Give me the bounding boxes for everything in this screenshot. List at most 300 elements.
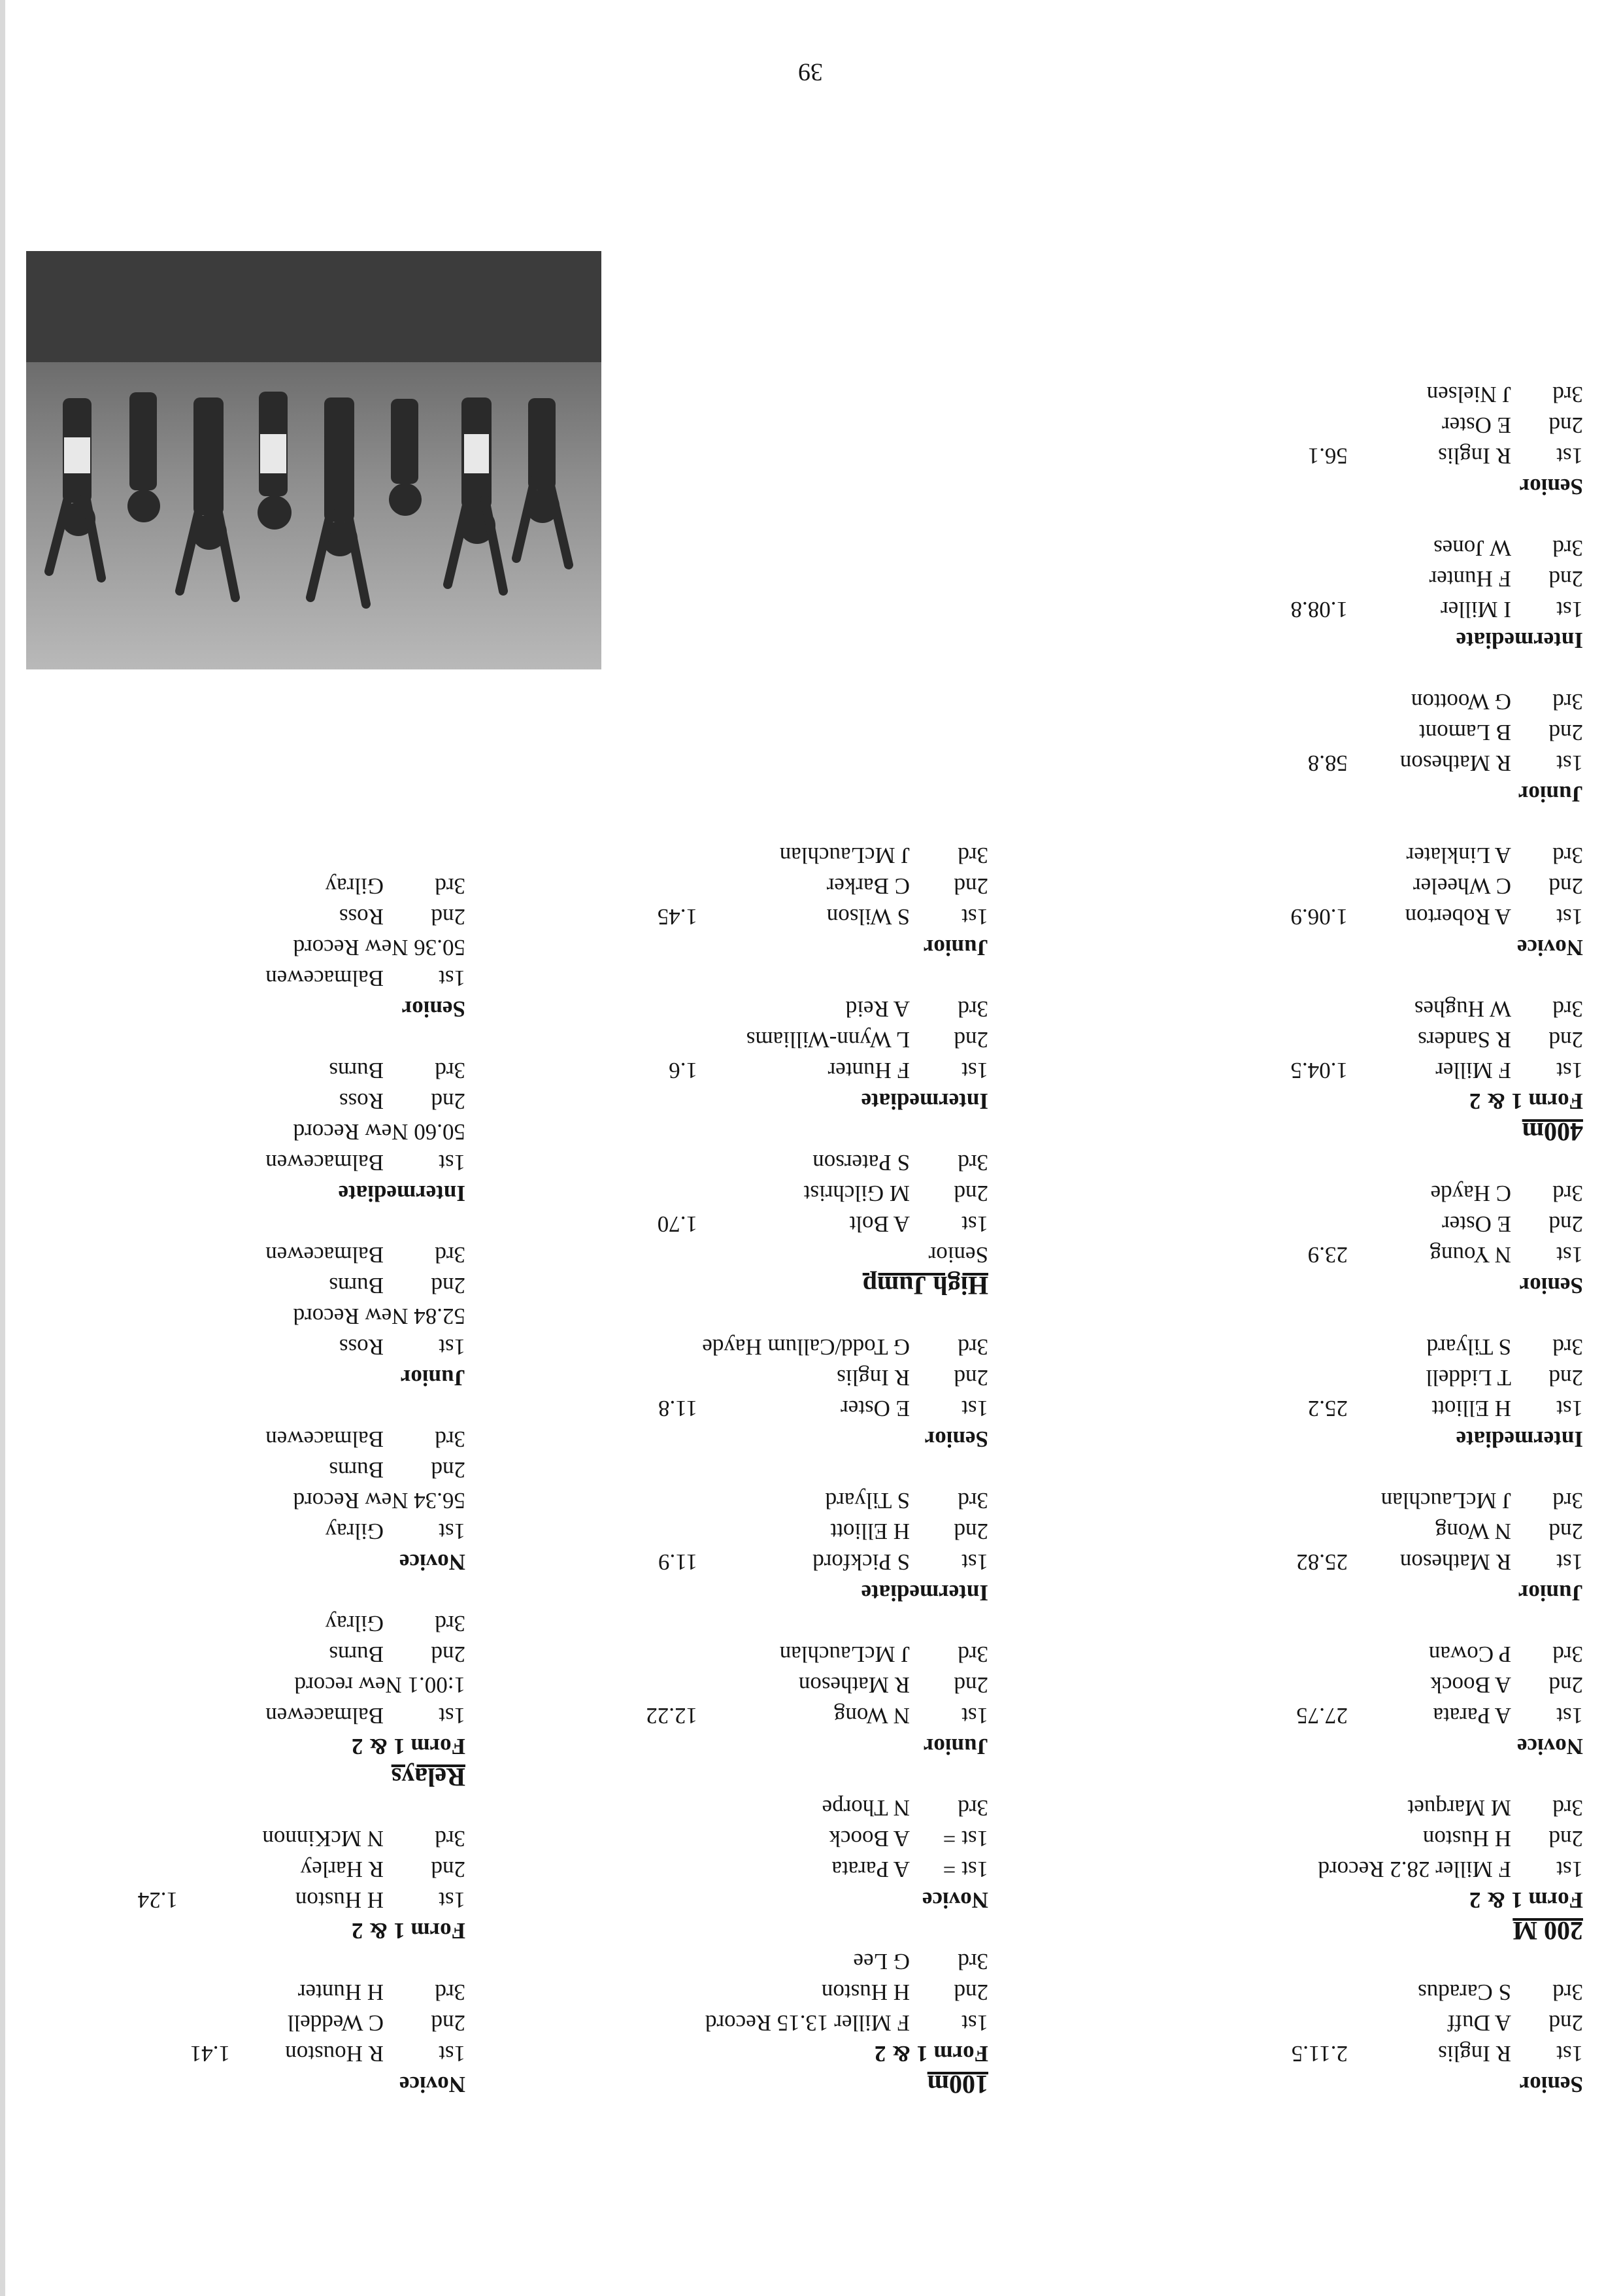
place: 1st (961, 2010, 988, 2036)
competitor: W Hughes (1414, 996, 1511, 1022)
event-title: Relays (391, 1763, 465, 1792)
place: 3rd (435, 1058, 465, 1083)
place: 1st (439, 1703, 465, 1729)
page-number: 39 (798, 58, 823, 86)
result-row (8, 1086, 465, 1117)
place: 1st (1556, 1058, 1583, 1083)
place: 1st (961, 1703, 988, 1729)
result-row (550, 1946, 988, 1977)
result-row (1132, 410, 1583, 441)
place: 2nd (1548, 413, 1583, 438)
competitor: S Tilyard (1426, 1334, 1511, 1360)
competitor: T Liddell (1426, 1365, 1511, 1391)
place: 3rd (1552, 1980, 1583, 2005)
division-heading: Intermediate (861, 1089, 988, 1114)
division-heading: Novice (1516, 1734, 1583, 1759)
competitor: H Huston (1422, 1826, 1511, 1851)
result-row (550, 994, 988, 1024)
division-heading: Intermediate (338, 1181, 465, 1206)
place: 3rd (1552, 1334, 1583, 1360)
place: 3rd (1552, 689, 1583, 715)
place: 2nd (431, 1089, 465, 1114)
result-row (550, 1793, 988, 1823)
result-value: 1.70 (657, 1211, 697, 1237)
result-row (550, 2008, 988, 2038)
spacer (1132, 809, 1583, 840)
result-value: 56.1 (1307, 443, 1348, 469)
competitor: S Caradus (1418, 1980, 1511, 2005)
division-heading: Form 1 & 2 (352, 1918, 465, 1944)
result-note: 52.84 New Record (293, 1304, 465, 1329)
place: 2nd (1548, 873, 1583, 899)
competitor: B Lamont (1419, 720, 1511, 745)
spacer (8, 1946, 465, 1977)
competitor: S Paterson (812, 1150, 910, 1175)
result-row (1132, 1854, 1583, 1885)
competitor: M Gilchrist (803, 1181, 910, 1206)
competitor: Ross (339, 1089, 384, 1114)
result-row (550, 1977, 988, 2008)
competitor: Balmacewen (265, 1242, 384, 1268)
division-heading: Novice (399, 2072, 465, 2097)
result-row (1132, 379, 1583, 410)
result-row (550, 902, 988, 932)
result-row (1132, 1362, 1583, 1393)
results-column-left (1132, 379, 1583, 2100)
place: 3rd (435, 1826, 465, 1851)
competitor: J Nielsen (1426, 382, 1511, 407)
place: 3rd (958, 996, 988, 1022)
competitor: F Hunter (827, 1058, 910, 1083)
result-note: Senior (928, 1242, 988, 1268)
competitor: S Tilyard (825, 1488, 910, 1513)
result-row (550, 1393, 988, 1424)
competitor: R Matheson (1399, 1549, 1511, 1575)
result-row (550, 1332, 988, 1362)
event-title: 100m (927, 2070, 988, 2099)
result-row (1132, 994, 1583, 1024)
result-row (8, 1854, 465, 1885)
result-value: 1.45 (657, 904, 697, 930)
place: 1st (439, 966, 465, 991)
competitor: A Parata (831, 1857, 910, 1882)
result-row (8, 1424, 465, 1455)
result-row (8, 871, 465, 902)
competitor: Gilray (325, 1519, 384, 1544)
result-row (8, 902, 465, 932)
division-heading: Senior (1519, 474, 1583, 499)
results-column-middle (550, 840, 988, 2100)
competitor: C Weddell (287, 2010, 384, 2036)
division-heading: Form 1 & 2 (1469, 1887, 1583, 1913)
competitor: R Inglis (1438, 2041, 1511, 2067)
competitor: Balmacewen (265, 1150, 384, 1175)
result-row (1132, 1055, 1583, 1086)
result-row (550, 1823, 988, 1854)
place: 1st = (943, 1857, 988, 1882)
result-row (1132, 1393, 1583, 1424)
result-row (550, 1670, 988, 1700)
competitor: A Parata (1433, 1703, 1511, 1729)
spacer (1132, 502, 1583, 533)
result-row (1132, 748, 1583, 779)
competitor: L Wynn-Williams (746, 1027, 910, 1053)
place: 1st (1556, 1703, 1583, 1729)
competitor: H Hunter (297, 1980, 384, 2005)
place: 1st (439, 2041, 465, 2067)
place: 3rd (1552, 1642, 1583, 1667)
competitor: W Jones (1433, 535, 1511, 561)
competitor: R Inglis (837, 1365, 910, 1391)
spacer (1132, 1608, 1583, 1639)
division-heading: Senior (1519, 1273, 1583, 1298)
place: 3rd (958, 1334, 988, 1360)
result-value: 1.08.8 (1290, 597, 1348, 622)
competitor: F Miller (1435, 1058, 1511, 1083)
result-row (1132, 1240, 1583, 1270)
division-heading: Form 1 & 2 (875, 2041, 988, 2067)
result-row (8, 1332, 465, 1362)
place: 1st (1556, 1857, 1583, 1882)
result-value: 25.2 (1307, 1396, 1348, 1421)
division-heading: Senior (401, 996, 465, 1022)
place: 2nd (1548, 720, 1583, 745)
place: 3rd (435, 873, 465, 899)
result-value: 1.24 (137, 1887, 178, 1913)
place: 1st (1556, 1396, 1583, 1421)
competitor: N Wong (833, 1703, 910, 1729)
spacer (550, 1762, 988, 1793)
place: 3rd (435, 1611, 465, 1636)
event-title: High Jump (862, 1271, 988, 1300)
result-row (8, 1639, 465, 1670)
result-note: 1:00.1 New record (294, 1672, 465, 1698)
place: 3rd (1552, 1795, 1583, 1821)
result-value: 11.9 (658, 1549, 697, 1575)
competitor: A Duff (1447, 2010, 1511, 2036)
place: 3rd (958, 1488, 988, 1513)
competitor: F Miller 13.15 Record (705, 2010, 910, 2036)
result-value: 1.06.9 (1290, 904, 1348, 930)
place: 3rd (958, 1949, 988, 1974)
event-title: 400m (1522, 1117, 1583, 1147)
competitor: E Oster (1442, 1211, 1511, 1237)
result-row (8, 1147, 465, 1178)
result-row (8, 1885, 465, 1916)
result-row (550, 1485, 988, 1516)
place: 1st (439, 1334, 465, 1360)
place: 2nd (431, 1857, 465, 1882)
competitor: Burns (329, 1457, 384, 1483)
place: 3rd (1552, 382, 1583, 407)
spacer (550, 1916, 988, 1946)
competitor: G Todd/Callum Hayde (702, 1334, 910, 1360)
place: 2nd (1548, 566, 1583, 592)
place: 2nd (954, 1519, 988, 1544)
competitor: N Wong (1435, 1519, 1511, 1544)
place: 3rd (958, 1642, 988, 1667)
result-row (1132, 1178, 1583, 1209)
division-heading: Novice (399, 1549, 465, 1575)
place: 2nd (954, 1181, 988, 1206)
spacer (550, 1608, 988, 1639)
place: 2nd (954, 1365, 988, 1391)
result-row (1132, 533, 1583, 564)
place: 3rd (1552, 1488, 1583, 1513)
place: 1st = (943, 1826, 988, 1851)
competitor: A Boock (1430, 1672, 1511, 1698)
competitor: J McLauchlan (779, 1642, 910, 1667)
result-row (8, 1516, 465, 1547)
place: 1st (1556, 1242, 1583, 1268)
place: 2nd (1548, 2010, 1583, 2036)
result-row (1132, 1547, 1583, 1578)
result-row (8, 1055, 465, 1086)
competitor: P Cowan (1428, 1642, 1511, 1667)
result-row (1132, 2008, 1583, 2038)
place: 1st (961, 1211, 988, 1237)
event-title: 200 M (1512, 1916, 1583, 1946)
competitor: A Linklater (1406, 843, 1511, 868)
place: 2nd (431, 1642, 465, 1667)
result-value: 1.41 (190, 2041, 230, 2067)
result-value: 27.75 (1296, 1703, 1348, 1729)
result-note: 50.36 New Record (293, 935, 465, 960)
division-heading: Form 1 & 2 (1469, 1089, 1583, 1114)
competitor: S Wilson (826, 904, 910, 930)
division-heading: Novice (1516, 935, 1583, 960)
result-row (1132, 1209, 1583, 1240)
result-row (1132, 594, 1583, 625)
place: 3rd (435, 1242, 465, 1268)
result-row (1132, 1332, 1583, 1362)
place: 2nd (431, 1457, 465, 1483)
competitor: H Elliott (1431, 1396, 1511, 1421)
result-row (550, 1024, 988, 1055)
competitor: Balmacewen (265, 966, 384, 991)
place: 1st (961, 1058, 988, 1083)
result-row (8, 1977, 465, 2008)
result-row (550, 1209, 988, 1240)
competitor: N Thorpe (822, 1795, 910, 1821)
place: 3rd (1552, 535, 1583, 561)
result-row (1132, 2038, 1583, 2069)
competitor: J McLauchlan (1380, 1488, 1511, 1513)
spacer (550, 963, 988, 994)
result-row (1132, 1670, 1583, 1700)
result-row (1132, 1823, 1583, 1854)
place: 1st (439, 1887, 465, 1913)
result-row (1132, 902, 1583, 932)
competitor: N Young (1429, 1242, 1511, 1268)
competitor: C Wheeler (1413, 873, 1511, 899)
spacer (8, 1209, 465, 1240)
place: 2nd (431, 1273, 465, 1298)
competitor: S Pickford (812, 1549, 910, 1575)
competitor: Balmacewen (265, 1703, 384, 1729)
result-row (8, 1240, 465, 1270)
result-row (550, 1362, 988, 1393)
result-row (8, 1823, 465, 1854)
competitor: Ross (339, 1334, 384, 1360)
spacer (550, 1455, 988, 1485)
result-row (1132, 717, 1583, 748)
division-heading: Intermediate (1456, 1427, 1583, 1452)
result-row (550, 1700, 988, 1731)
competitor: R Matheson (1399, 751, 1511, 776)
spacer (8, 1793, 465, 1823)
competitor: A Roberton (1405, 904, 1511, 930)
competitor: Burns (329, 1273, 384, 1298)
place: 2nd (1548, 1027, 1583, 1053)
competitor: R Inglis (1438, 443, 1511, 469)
place: 1st (1556, 443, 1583, 469)
division-heading: Junior (1518, 781, 1583, 807)
athletics-group-photo (26, 251, 601, 669)
competitor: C Barker (826, 873, 910, 899)
competitor: F Hunter (1429, 566, 1511, 592)
result-row (8, 2038, 465, 2069)
result-row (1132, 1639, 1583, 1670)
competitor: Gilray (325, 873, 384, 899)
place: 3rd (1552, 996, 1583, 1022)
place: 2nd (954, 1980, 988, 2005)
result-value: 23.9 (1307, 1242, 1348, 1268)
result-row (8, 1270, 465, 1301)
place: 3rd (1552, 1181, 1583, 1206)
competitor: F Miller 28.2 Record (1318, 1857, 1511, 1882)
competitor: A Reid (845, 996, 910, 1022)
place: 3rd (435, 1427, 465, 1452)
result-row (550, 1547, 988, 1578)
competitor: R Harley (300, 1857, 384, 1882)
place: 3rd (958, 1150, 988, 1175)
place: 1st (1556, 1549, 1583, 1575)
competitor: A Boock (829, 1826, 910, 1851)
results-column-right (8, 871, 465, 2100)
spacer (1132, 1762, 1583, 1793)
competitor: N McKinnon (262, 1826, 384, 1851)
place: 2nd (954, 1027, 988, 1053)
result-value: 25.82 (1296, 1549, 1348, 1575)
result-value: 1.6 (669, 1058, 697, 1083)
competitor: Balmacewen (265, 1427, 384, 1452)
result-row (1132, 1700, 1583, 1731)
result-note: 50.60 New Record (293, 1119, 465, 1145)
result-row (550, 1854, 988, 1885)
result-row (1132, 840, 1583, 871)
result-row (550, 1178, 988, 1209)
spacer (1132, 1147, 1583, 1178)
result-row (8, 963, 465, 994)
place: 1st (961, 1396, 988, 1421)
place: 2nd (1548, 1365, 1583, 1391)
place: 3rd (435, 1980, 465, 2005)
result-row (550, 1516, 988, 1547)
place: 2nd (431, 904, 465, 930)
page-edge-shadow (0, 0, 5, 2296)
place: 1st (1556, 597, 1583, 622)
division-heading: Junior (923, 935, 988, 960)
place: 2nd (1548, 1826, 1583, 1851)
place: 2nd (1548, 1672, 1583, 1698)
result-row (550, 1147, 988, 1178)
result-value: 11.8 (658, 1396, 697, 1421)
competitor: R Houston (285, 2041, 384, 2067)
result-row (1132, 686, 1583, 717)
spacer (1132, 1455, 1583, 1485)
competitor: M Marquet (1407, 1795, 1511, 1821)
result-row (1132, 1024, 1583, 1055)
result-row (1132, 564, 1583, 594)
result-row (8, 2008, 465, 2038)
place: 3rd (1552, 843, 1583, 868)
place: 1st (439, 1519, 465, 1544)
competitor: Gilray (325, 1611, 384, 1636)
place: 3rd (958, 843, 988, 868)
competitor: G Lee (853, 1949, 910, 1974)
result-row (1132, 1977, 1583, 2008)
place: 1st (1556, 2041, 1583, 2067)
spacer (1132, 963, 1583, 994)
competitor: Burns (329, 1642, 384, 1667)
result-row (1132, 1516, 1583, 1547)
result-value: 1.04.5 (1290, 1058, 1348, 1083)
competitor: H Elliott (830, 1519, 910, 1544)
result-row (550, 840, 988, 871)
place: 3rd (958, 1795, 988, 1821)
competitor: I Miller (1441, 597, 1511, 622)
place: 1st (1556, 751, 1583, 776)
result-row (8, 1700, 465, 1731)
result-row (8, 1455, 465, 1485)
spacer (8, 1578, 465, 1608)
place: 2nd (954, 873, 988, 899)
photo-figures (26, 251, 601, 669)
result-note: 56.34 New Record (293, 1488, 465, 1513)
spacer (550, 1117, 988, 1147)
place: 1st (439, 1150, 465, 1175)
result-value: 12.22 (646, 1703, 697, 1729)
competitor: C Hayde (1430, 1181, 1511, 1206)
spacer (1132, 1946, 1583, 1977)
competitor: R Matheson (798, 1672, 910, 1698)
competitor: Burns (329, 1058, 384, 1083)
spacer (1132, 1301, 1583, 1332)
division-heading: Form 1 & 2 (352, 1734, 465, 1759)
result-row (1132, 871, 1583, 902)
competitor: J McLauchlan (779, 843, 910, 868)
competitor: E Oster (1442, 413, 1511, 438)
result-row (550, 1639, 988, 1670)
competitor: G Wootton (1411, 689, 1511, 715)
division-heading: Senior (1519, 2072, 1583, 2097)
result-row (1132, 1485, 1583, 1516)
division-heading: Intermediate (1456, 628, 1583, 653)
result-row (550, 1055, 988, 1086)
division-heading: Senior (924, 1427, 988, 1452)
division-heading: Junior (923, 1734, 988, 1759)
competitor: H Huston (821, 1980, 910, 2005)
competitor: A Bolt (849, 1211, 910, 1237)
spacer (550, 1301, 988, 1332)
place: 1st (961, 1549, 988, 1575)
result-row (1132, 441, 1583, 471)
competitor: H Huston (295, 1887, 384, 1913)
result-row (1132, 1793, 1583, 1823)
place: 2nd (431, 2010, 465, 2036)
spacer (8, 1393, 465, 1424)
